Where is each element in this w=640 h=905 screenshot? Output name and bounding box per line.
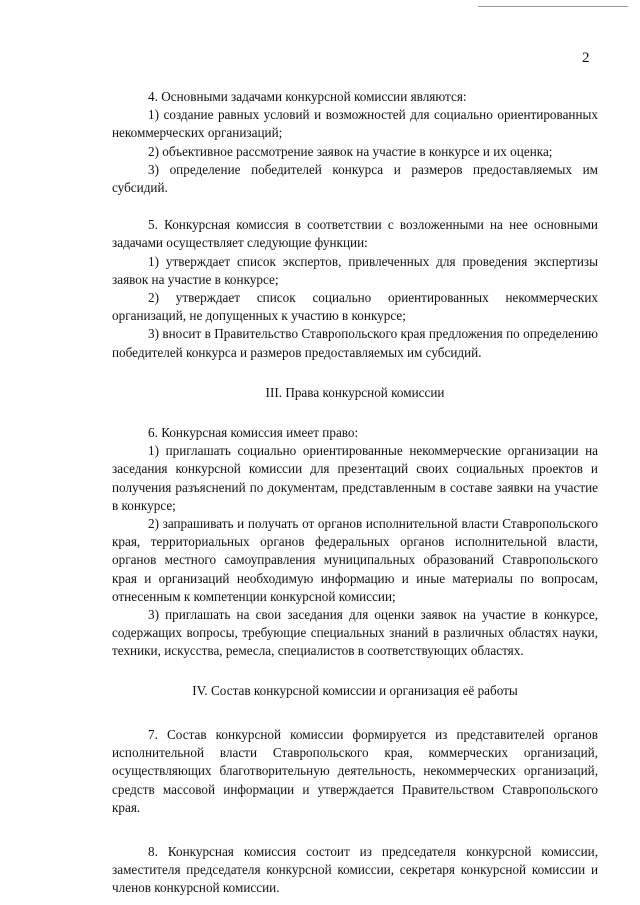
paragraph-6-item-2: 2) запрашивать и получать от органов исполнительной власти Ставропольского края, территориальных органов федеральных органов исполнительной власти, органов местного самоуправления муниципальных образований Ставропольского края и организаций необходимую информацию и иные материалы по вопросам, отнесенным к компетенции конкурсной комиссии; [112, 516, 598, 604]
document-body [112, 88, 598, 898]
paragraph-8: 8. Конкурсная комиссия состоит из председателя конкурсной комиссии, заместителя председателя конкурсной комиссии, секретаря конкурсной комиссии и членов конкурсной комиссии. [112, 843, 598, 896]
top-rule [478, 6, 628, 7]
paragraph-5-item-3: 3) вносит в Правительство Ставропольского края предложения по определению победителей конкурса и размеров предоставляемых им субсидий. [112, 326, 598, 360]
paragraph-5-item-2: 2) утверждает список социально ориентированных некоммерческих организаций, не допущенных к участию в конкурсе; [112, 290, 598, 324]
paragraph-7: 7. Состав конкурсной комиссии формируется из представителей органов исполнительной власти Ставропольского края, коммерческих организаций, осуществляющих благотворительную деятельность, некоммерческих организаций, средств массовой информации и утверждается Правительством Ставропольского края. [112, 726, 598, 815]
section-heading-3: III. Права конкурсной комиссии [265, 384, 445, 400]
paragraph-4: 4. Основными задачами конкурсной комиссии являются: [148, 89, 467, 104]
paragraph-6: 6. Конкурсная комиссия имеет право: [148, 425, 359, 441]
section-heading-4: IV. Состав конкурсной комиссии и организация её работы [192, 682, 518, 698]
paragraph-5-item-1: 1) утверждает список экспертов, привлеченных для проведения экспертизы заявок на участие в конкурсе; [112, 253, 598, 287]
paragraph-6-item-3: 3) приглашать на свои заседания для оценки заявок на участие в конкурсе, содержащих вопросы, требующие специальных знаний в различных областях науки, техники, искусства, ремесла, специалистов в соответствующих областях. [112, 607, 598, 659]
paragraph-5: 5. Конкурсная комиссия в соответствии с возложенными на нее основными задачами осуществляет следующие функции: [112, 217, 598, 251]
page-number: 2 [582, 50, 590, 66]
paragraph-4-item-1: 1) создание равных условий и возможностей для социально ориентированных некоммерческих организаций; [112, 107, 598, 141]
paragraph-6-item-1: 1) приглашать социально ориентированные некоммерческие организации на заседания конкурсной комиссии для презентаций своих социальных проектов и получения разъяснений по документам, представленным в составе заявки на участие в конкурсе; [112, 443, 598, 513]
paragraph-4-item-3: 3) определение победителей конкурса и размеров предоставляемых им субсидий. [112, 161, 598, 196]
paragraph-4-item-2: 2) объективное рассмотрение заявок на участие в конкурсе и их оценка; [148, 143, 553, 159]
